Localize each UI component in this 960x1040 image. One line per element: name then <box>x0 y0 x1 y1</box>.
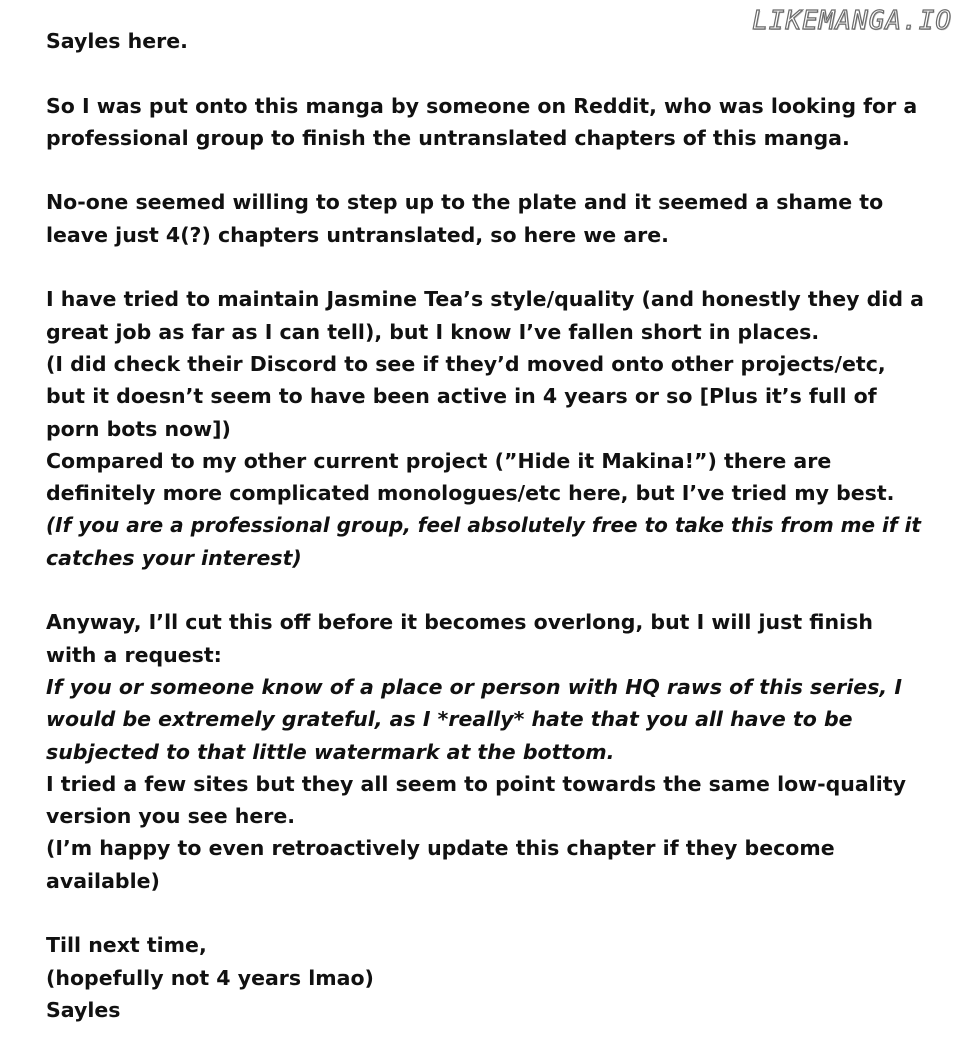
text-line: I tried a few sites but they all seem to point towards the same low-quality <box>46 771 906 796</box>
paragraph-gap <box>46 251 926 283</box>
paragraph <box>46 186 926 251</box>
italic-text-line: catches your interest) <box>46 545 302 570</box>
text-line: porn bots now]) <box>46 416 231 441</box>
site-watermark: LIKEMANGA.IO <box>752 6 952 36</box>
text-line: (I’m happy to even retroactively update this chapter if they become <box>46 836 835 861</box>
text-line: with a request: <box>46 642 222 667</box>
text-line: leave just 4(?) chapters untranslated, so here we are. <box>46 222 669 247</box>
text-line: I have tried to maintain Jasmine Tea’s style/quality (and honestly they did a <box>46 287 924 312</box>
italic-text-line: If you or someone know of a place or person with HQ raws of this series, I <box>46 674 902 699</box>
paragraph <box>46 283 926 574</box>
paragraph <box>46 606 926 897</box>
text-line: but it doesn’t seem to have been active in 4 years or so [Plus it’s full of <box>46 384 877 409</box>
text-line: great job as far as I can tell), but I know I’ve fallen short in places. <box>46 319 820 344</box>
paragraph-gap <box>46 154 926 186</box>
paragraph <box>46 929 926 1026</box>
italic-text-line: subjected to that little watermark at the bottom. <box>46 739 615 764</box>
paragraph-gap <box>46 574 926 606</box>
text-line: Anyway, I’ll cut this off before it becomes overlong, but I will just finish <box>46 610 873 635</box>
text-line: Till next time, <box>46 933 207 958</box>
text-line: definitely more complicated monologues/etc here, but I’ve tried my best. <box>46 481 895 506</box>
text-line: (hopefully not 4 years lmao) <box>46 965 374 990</box>
text-line: No-one seemed willing to step up to the plate and it seemed a shame to <box>46 190 884 215</box>
text-line: professional group to finish the untranslated chapters of this manga. <box>46 125 850 150</box>
paragraph-gap <box>46 57 926 89</box>
italic-text-line: would be extremely grateful, as I *really* hate that you all have to be <box>46 707 853 732</box>
translator-note <box>46 25 926 1026</box>
text-line: So I was put onto this manga by someone on Reddit, who was looking for a <box>46 93 918 118</box>
text-line: Compared to my other current project (”Hide it Makina!”) there are <box>46 448 832 473</box>
text-line: (I did check their Discord to see if they’d moved onto other projects/etc, <box>46 351 886 376</box>
paragraph-gap <box>46 897 926 929</box>
text-line: Sayles here. <box>46 29 188 53</box>
italic-text-line: (If you are a professional group, feel absolutely free to take this from me if it <box>46 513 921 538</box>
text-line: Sayles <box>46 997 121 1022</box>
paragraph <box>46 25 926 57</box>
text-line: available) <box>46 868 160 893</box>
text-line: version you see here. <box>46 804 296 829</box>
paragraph <box>46 90 926 155</box>
